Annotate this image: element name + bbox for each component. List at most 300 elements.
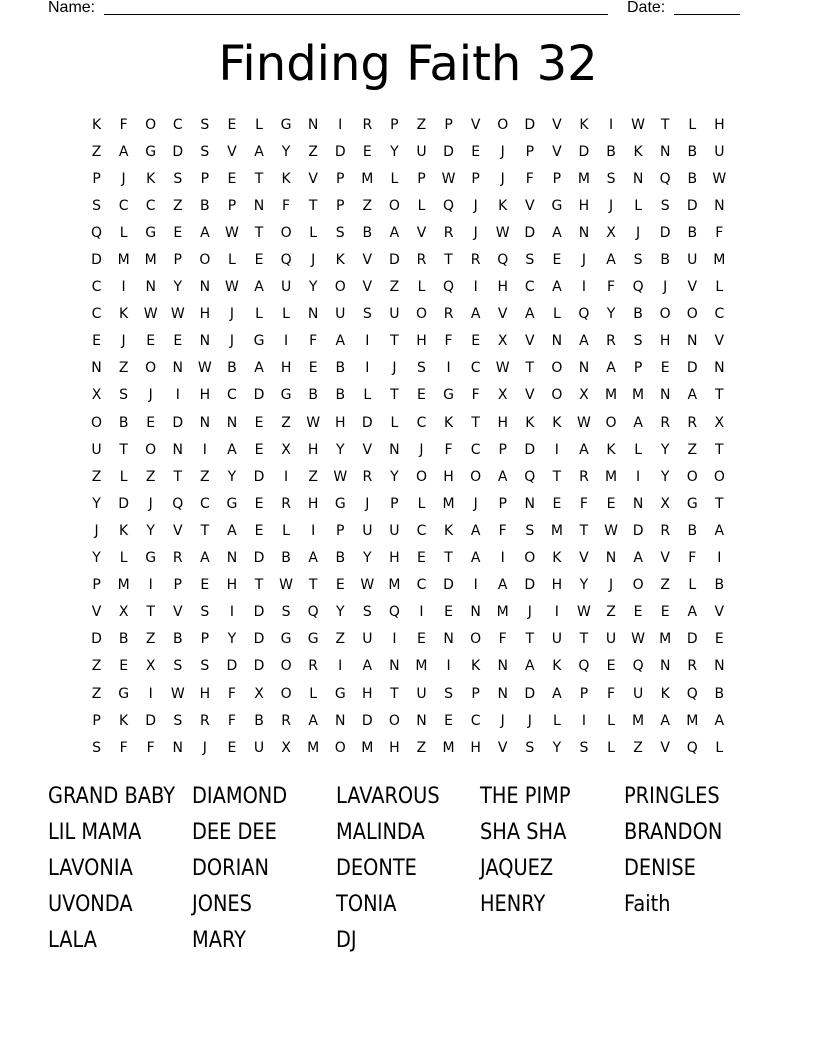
grid-letter[interactable]: Z [416, 116, 427, 133]
grid-letter[interactable]: N [172, 441, 184, 458]
grid-letter[interactable]: O [334, 739, 346, 756]
grid-letter[interactable]: X [91, 387, 102, 404]
grid-letter[interactable]: L [417, 197, 426, 214]
grid-letter[interactable]: B [118, 631, 129, 648]
grid-letter[interactable]: S [173, 712, 183, 729]
grid-letter[interactable]: N [687, 333, 698, 350]
grid-letter[interactable]: O [713, 468, 725, 485]
grid-letter[interactable]: V [172, 604, 183, 621]
grid-letter[interactable]: T [308, 577, 318, 594]
grid-letter[interactable]: D [253, 658, 265, 675]
grid-letter[interactable]: J [473, 495, 478, 512]
grid-letter[interactable]: V [172, 522, 183, 539]
grid-letter[interactable]: F [309, 333, 318, 350]
grid-letter[interactable]: R [172, 550, 183, 567]
grid-letter[interactable]: H [551, 577, 563, 594]
grid-letter[interactable]: O [199, 252, 211, 269]
grid-letter[interactable]: I [473, 577, 478, 594]
grid-letter[interactable]: P [92, 170, 101, 187]
grid-letter[interactable]: O [91, 414, 103, 431]
grid-letter[interactable]: Y [227, 468, 237, 485]
grid-letter[interactable]: F [119, 116, 128, 133]
grid-letter[interactable]: V [497, 306, 508, 323]
grid-letter[interactable]: D [686, 360, 698, 377]
grid-letter[interactable]: D [118, 495, 129, 512]
grid-letter[interactable]: N [253, 197, 265, 214]
grid-letter[interactable]: E [146, 333, 156, 350]
grid-letter[interactable]: Q [280, 252, 292, 269]
grid-letter[interactable]: Y [335, 604, 345, 621]
grid-letter[interactable]: Y [552, 739, 562, 756]
grid-letter[interactable]: L [363, 387, 372, 404]
grid-letter[interactable]: M [361, 170, 374, 187]
grid-letter[interactable]: N [524, 495, 536, 512]
grid-letter[interactable]: M [144, 252, 157, 269]
grid-letter[interactable]: R [308, 658, 319, 675]
grid-letter[interactable]: R [579, 468, 589, 485]
grid-letter[interactable]: G [443, 387, 454, 404]
grid-letter[interactable]: C [145, 197, 156, 214]
grid-letter[interactable]: T [471, 414, 480, 431]
grid-letter[interactable]: D [632, 522, 644, 539]
grid-letter[interactable]: O [280, 658, 292, 675]
grid-letter[interactable]: R [362, 468, 373, 485]
grid-letter[interactable]: I [554, 604, 559, 621]
grid-letter[interactable]: E [254, 522, 264, 539]
grid-letter[interactable]: L [282, 306, 290, 323]
grid-letter[interactable]: N [172, 360, 184, 377]
grid-letter[interactable]: Q [497, 252, 509, 269]
grid-letter[interactable]: B [335, 360, 346, 377]
grid-letter[interactable]: T [579, 522, 589, 539]
grid-letter[interactable]: V [91, 604, 102, 621]
grid-letter[interactable]: V [525, 387, 535, 404]
grid-letter[interactable]: B [633, 306, 643, 323]
grid-letter[interactable]: L [715, 279, 724, 296]
grid-letter[interactable]: Z [118, 360, 129, 377]
grid-letter[interactable]: T [390, 685, 399, 702]
grid-letter[interactable]: Y [606, 306, 616, 323]
grid-letter[interactable]: K [552, 658, 562, 675]
grid-letter[interactable]: N [416, 712, 427, 729]
grid-letter[interactable]: L [634, 197, 642, 214]
grid-letter[interactable]: H [199, 306, 211, 323]
grid-letter[interactable]: B [714, 685, 725, 702]
grid-letter[interactable]: S [362, 306, 372, 323]
grid-letter[interactable]: E [606, 658, 616, 675]
grid-letter[interactable]: W [225, 279, 239, 296]
grid-letter[interactable]: I [717, 550, 722, 567]
grid-letter[interactable]: I [284, 468, 289, 485]
grid-letter[interactable]: S [281, 604, 291, 621]
grid-letter[interactable]: T [715, 441, 724, 458]
grid-letter[interactable]: S [173, 170, 183, 187]
grid-letter[interactable]: D [253, 387, 265, 404]
grid-letter[interactable]: U [416, 685, 427, 702]
grid-letter[interactable]: N [714, 658, 725, 675]
grid-letter[interactable]: V [497, 739, 508, 756]
grid-letter[interactable]: D [91, 631, 102, 648]
grid-letter[interactable]: E [146, 414, 156, 431]
grid-letter[interactable]: Y [390, 468, 399, 485]
grid-letter[interactable]: D [659, 224, 671, 241]
grid-letter[interactable]: O [145, 360, 157, 377]
grid-letter[interactable]: S [633, 252, 643, 269]
grid-letter[interactable]: V [714, 333, 725, 350]
grid-letter[interactable]: C [172, 116, 183, 133]
grid-letter[interactable]: K [119, 712, 129, 729]
grid-letter[interactable]: M [604, 468, 618, 485]
grid-letter[interactable]: I [338, 116, 343, 133]
grid-letter[interactable]: B [687, 143, 698, 160]
grid-letter[interactable]: Y [660, 468, 670, 485]
grid-letter[interactable]: T [173, 468, 183, 485]
grid-letter[interactable]: R [199, 712, 210, 729]
grid-letter[interactable]: Z [633, 739, 643, 756]
grid-letter[interactable]: F [444, 333, 453, 350]
grid-letter[interactable]: R [660, 522, 671, 539]
grid-letter[interactable]: B [687, 170, 698, 187]
grid-letter[interactable]: Z [389, 279, 400, 296]
grid-letter[interactable]: K [633, 143, 643, 160]
grid-letter[interactable]: E [633, 604, 643, 621]
grid-letter[interactable]: J [527, 712, 532, 729]
name-write-line[interactable] [104, 14, 608, 15]
grid-letter[interactable]: E [444, 604, 453, 621]
grid-letter[interactable]: Q [578, 306, 590, 323]
grid-letter[interactable]: A [660, 712, 670, 729]
grid-letter[interactable]: O [334, 279, 346, 296]
grid-letter[interactable]: F [688, 550, 697, 567]
grid-letter[interactable]: E [552, 495, 562, 512]
grid-letter[interactable]: F [606, 279, 616, 296]
grid-letter[interactable]: I [202, 441, 207, 458]
grid-letter[interactable]: M [496, 604, 509, 621]
grid-letter[interactable]: Y [92, 495, 101, 512]
grid-letter[interactable]: H [659, 333, 671, 350]
grid-letter[interactable]: K [443, 414, 454, 431]
grid-letter[interactable]: H [389, 739, 400, 756]
grid-letter[interactable]: I [500, 550, 505, 567]
grid-letter[interactable]: J [663, 279, 668, 296]
date-write-line[interactable] [674, 14, 740, 15]
grid-letter[interactable]: Z [362, 197, 373, 214]
grid-letter[interactable]: R [687, 414, 698, 431]
grid-letter[interactable]: Z [687, 441, 698, 458]
grid-letter[interactable]: G [280, 116, 292, 133]
grid-letter[interactable]: Q [388, 604, 400, 621]
grid-letter[interactable]: O [388, 712, 400, 729]
grid-letter[interactable]: M [713, 252, 726, 269]
grid-letter[interactable]: A [714, 712, 725, 729]
grid-letter[interactable]: W [577, 414, 591, 431]
grid-letter[interactable]: E [471, 143, 481, 160]
grid-letter[interactable]: H [714, 116, 725, 133]
grid-letter[interactable]: J [473, 197, 478, 214]
grid-letter[interactable]: A [552, 224, 562, 241]
grid-letter[interactable]: D [253, 550, 265, 567]
grid-letter[interactable]: K [498, 197, 508, 214]
grid-letter[interactable]: N [145, 279, 156, 296]
grid-letter[interactable]: P [173, 252, 182, 269]
grid-letter[interactable]: P [633, 360, 643, 377]
grid-letter[interactable]: E [417, 550, 426, 567]
grid-letter[interactable]: N [226, 414, 238, 431]
grid-letter[interactable]: U [253, 739, 265, 756]
grid-letter[interactable]: O [605, 414, 617, 431]
grid-letter[interactable]: D [226, 658, 238, 675]
grid-letter[interactable]: X [660, 495, 670, 512]
grid-letter[interactable]: V [362, 252, 373, 269]
grid-letter[interactable]: Y [146, 522, 155, 539]
grid-letter[interactable]: J [148, 387, 153, 404]
grid-letter[interactable]: W [577, 604, 591, 621]
grid-letter[interactable]: H [416, 333, 427, 350]
grid-letter[interactable]: U [91, 441, 102, 458]
grid-letter[interactable]: D [334, 143, 346, 160]
grid-letter[interactable]: L [255, 116, 263, 133]
grid-letter[interactable]: F [579, 495, 588, 512]
grid-letter[interactable]: A [227, 522, 237, 539]
grid-letter[interactable]: N [659, 658, 671, 675]
grid-letter[interactable]: S [444, 685, 453, 702]
grid-letter[interactable]: X [497, 333, 508, 350]
grid-letter[interactable]: T [444, 550, 453, 567]
grid-letter[interactable]: A [362, 658, 373, 675]
grid-letter[interactable]: J [500, 143, 505, 160]
grid-letter[interactable]: C [416, 522, 427, 539]
grid-letter[interactable]: I [365, 360, 370, 377]
grid-letter[interactable]: S [362, 604, 372, 621]
grid-letter[interactable]: N [307, 306, 319, 323]
grid-letter[interactable]: P [471, 685, 480, 702]
grid-letter[interactable]: J [121, 170, 126, 187]
grid-letter[interactable]: A [308, 712, 318, 729]
grid-letter[interactable]: T [579, 631, 589, 648]
grid-letter[interactable]: T [660, 116, 670, 133]
grid-letter[interactable]: D [443, 143, 454, 160]
grid-letter[interactable]: F [498, 631, 507, 648]
grid-letter[interactable]: W [306, 414, 321, 431]
grid-letter[interactable]: Z [281, 414, 291, 431]
grid-letter[interactable]: V [525, 197, 535, 214]
grid-letter[interactable]: R [443, 224, 454, 241]
grid-letter[interactable]: C [714, 306, 725, 323]
grid-letter[interactable]: L [688, 577, 697, 594]
grid-letter[interactable]: E [471, 333, 481, 350]
grid-letter[interactable]: S [92, 739, 101, 756]
grid-letter[interactable]: L [634, 441, 642, 458]
grid-letter[interactable]: S [660, 197, 670, 214]
grid-letter[interactable]: T [525, 631, 535, 648]
grid-letter[interactable]: B [200, 197, 210, 214]
grid-letter[interactable]: A [470, 522, 481, 539]
grid-letter[interactable]: X [579, 387, 589, 404]
grid-letter[interactable]: S [335, 224, 345, 241]
grid-letter[interactable]: J [473, 224, 478, 241]
grid-letter[interactable]: A [714, 522, 725, 539]
grid-letter[interactable]: H [280, 360, 292, 377]
grid-letter[interactable]: H [578, 197, 590, 214]
grid-letter[interactable]: Q [632, 279, 644, 296]
grid-letter[interactable]: H [497, 414, 508, 431]
grid-letter[interactable]: H [389, 550, 400, 567]
grid-letter[interactable]: J [229, 333, 234, 350]
grid-letter[interactable]: Q [172, 495, 184, 512]
grid-letter[interactable]: Z [660, 577, 670, 594]
grid-letter[interactable]: N [578, 360, 590, 377]
grid-letter[interactable]: M [632, 387, 645, 404]
grid-letter[interactable]: L [715, 739, 724, 756]
grid-letter[interactable]: J [229, 306, 234, 323]
grid-letter[interactable]: L [282, 522, 290, 539]
grid-letter[interactable]: K [606, 441, 616, 458]
grid-letter[interactable]: E [335, 577, 345, 594]
grid-letter[interactable]: Q [686, 685, 698, 702]
grid-letter[interactable]: L [607, 739, 615, 756]
grid-letter[interactable]: N [199, 414, 211, 431]
grid-letter[interactable]: R [470, 252, 481, 269]
grid-letter[interactable]: Y [660, 441, 670, 458]
grid-letter[interactable]: K [660, 685, 670, 702]
grid-letter[interactable]: I [446, 360, 451, 377]
grid-letter[interactable]: K [443, 522, 454, 539]
grid-letter[interactable]: L [119, 468, 128, 485]
grid-letter[interactable]: H [199, 387, 211, 404]
grid-letter[interactable]: D [686, 631, 698, 648]
grid-letter[interactable]: E [417, 387, 426, 404]
grid-letter[interactable]: S [525, 252, 535, 269]
grid-letter[interactable]: V [552, 116, 562, 133]
grid-letter[interactable]: I [581, 279, 587, 296]
grid-letter[interactable]: G [280, 631, 292, 648]
grid-letter[interactable]: L [119, 224, 128, 241]
grid-letter[interactable]: V [687, 279, 698, 296]
grid-letter[interactable]: J [500, 170, 505, 187]
grid-letter[interactable]: A [687, 387, 698, 404]
grid-letter[interactable]: W [712, 170, 727, 187]
grid-letter[interactable]: Z [91, 468, 102, 485]
grid-letter[interactable]: I [338, 658, 343, 675]
grid-letter[interactable]: X [281, 441, 291, 458]
grid-letter[interactable]: A [579, 441, 589, 458]
grid-letter[interactable]: B [362, 224, 373, 241]
grid-letter[interactable]: A [687, 604, 698, 621]
grid-letter[interactable]: W [279, 577, 293, 594]
grid-letter[interactable]: M [117, 577, 130, 594]
grid-letter[interactable]: N [659, 143, 671, 160]
grid-letter[interactable]: H [362, 685, 373, 702]
grid-letter[interactable]: S [633, 333, 643, 350]
grid-letter[interactable]: F [444, 441, 453, 458]
grid-letter[interactable]: T [200, 522, 210, 539]
grid-letter[interactable]: U [389, 306, 400, 323]
grid-letter[interactable]: B [660, 252, 670, 269]
grid-letter[interactable]: P [390, 116, 399, 133]
grid-letter[interactable]: F [606, 685, 616, 702]
grid-letter[interactable]: A [606, 252, 616, 269]
grid-letter[interactable]: G [334, 685, 346, 702]
grid-letter[interactable]: R [443, 306, 454, 323]
grid-letter[interactable]: E [444, 712, 453, 729]
grid-letter[interactable]: N [497, 685, 508, 702]
grid-letter[interactable]: Q [307, 604, 319, 621]
grid-letter[interactable]: T [525, 360, 535, 377]
grid-letter[interactable]: V [552, 143, 562, 160]
grid-letter[interactable]: P [173, 577, 182, 594]
grid-letter[interactable]: C [416, 414, 427, 431]
grid-letter[interactable]: M [307, 739, 320, 756]
grid-letter[interactable]: C [524, 279, 535, 296]
grid-letter[interactable]: G [686, 495, 698, 512]
grid-letter[interactable]: W [170, 685, 185, 702]
grid-letter[interactable]: F [498, 522, 507, 539]
grid-letter[interactable]: V [714, 604, 725, 621]
grid-letter[interactable]: O [551, 387, 563, 404]
grid-letter[interactable]: O [280, 224, 292, 241]
grid-letter[interactable]: Z [606, 604, 616, 621]
grid-letter[interactable]: A [552, 279, 562, 296]
grid-letter[interactable]: K [335, 252, 345, 269]
grid-letter[interactable]: S [200, 658, 210, 675]
grid-letter[interactable]: T [444, 252, 453, 269]
grid-letter[interactable]: K [146, 170, 156, 187]
grid-letter[interactable]: Z [91, 685, 102, 702]
grid-letter[interactable]: Y [92, 550, 101, 567]
grid-letter[interactable]: J [419, 441, 424, 458]
grid-letter[interactable]: I [392, 631, 397, 648]
grid-letter[interactable]: J [148, 495, 153, 512]
grid-letter[interactable]: I [419, 604, 424, 621]
grid-letter[interactable]: R [281, 495, 291, 512]
grid-letter[interactable]: S [200, 116, 210, 133]
grid-letter[interactable]: D [172, 143, 184, 160]
grid-letter[interactable]: N [172, 739, 184, 756]
grid-letter[interactable]: Z [172, 197, 183, 214]
grid-letter[interactable]: X [606, 224, 616, 241]
grid-letter[interactable]: K [281, 170, 291, 187]
grid-letter[interactable]: N [497, 658, 508, 675]
grid-letter[interactable]: M [117, 252, 130, 269]
grid-letter[interactable]: Z [335, 631, 346, 648]
grid-letter[interactable]: K [119, 522, 129, 539]
grid-letter[interactable]: I [554, 441, 559, 458]
grid-letter[interactable]: W [604, 522, 618, 539]
grid-letter[interactable]: Y [363, 550, 372, 567]
grid-letter[interactable]: G [145, 143, 157, 160]
grid-letter[interactable]: B [687, 522, 698, 539]
grid-letter[interactable]: D [253, 468, 265, 485]
grid-letter[interactable]: J [311, 252, 316, 269]
grid-letter[interactable]: Y [281, 143, 291, 160]
grid-letter[interactable]: L [417, 495, 426, 512]
grid-letter[interactable]: M [442, 495, 455, 512]
grid-letter[interactable]: G [226, 495, 238, 512]
grid-letter[interactable]: D [524, 224, 536, 241]
grid-letter[interactable]: Y [308, 279, 318, 296]
grid-letter[interactable]: I [148, 685, 153, 702]
grid-letter[interactable]: N [578, 224, 590, 241]
grid-letter[interactable]: S [200, 604, 210, 621]
grid-letter[interactable]: E [660, 360, 670, 377]
grid-letter[interactable]: A [525, 306, 535, 323]
grid-letter[interactable]: I [608, 116, 614, 133]
grid-letter[interactable]: E [254, 441, 264, 458]
grid-letter[interactable]: A [525, 658, 535, 675]
grid-letter[interactable]: E [173, 224, 183, 241]
grid-letter[interactable]: M [659, 631, 672, 648]
grid-letter[interactable]: T [254, 224, 264, 241]
